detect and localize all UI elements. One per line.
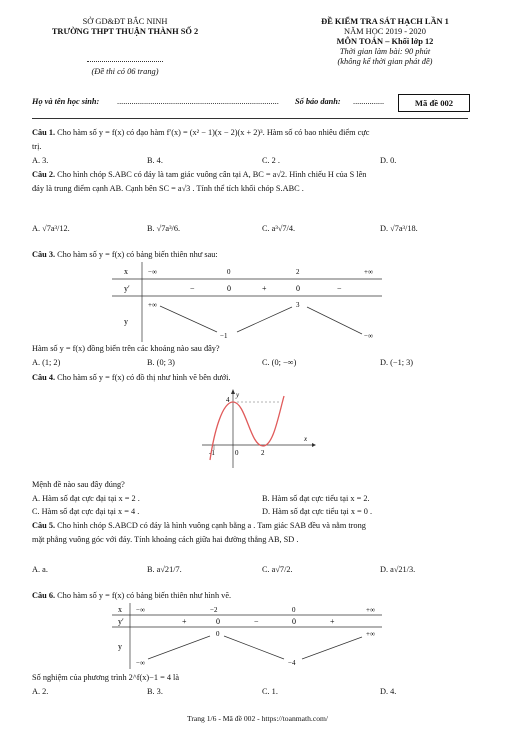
time-note: (không kể thời gian phát đề) <box>337 57 433 66</box>
variation-table-q3 <box>112 262 388 342</box>
q1-label: Câu 1. <box>32 128 56 137</box>
q2-text-a: Cho hình chóp S.ABC có đáy là tam giác vuông cân tại A, BC = a√2. Hình chiếu H của S lên <box>57 170 367 179</box>
t6-y-2: −∞ <box>136 659 145 667</box>
school-year: NĂM HỌC 2019 - 2020 <box>344 27 426 36</box>
q4-text-b: Mệnh đề nào sau đây đúng? <box>32 480 125 489</box>
q1-option-a[interactable]: A. 3. <box>32 156 49 165</box>
t6-x-0: −∞ <box>136 606 145 614</box>
t6-sign-2: − <box>254 617 259 626</box>
q2-option-a[interactable]: A. √7a³/12. <box>32 224 70 233</box>
q3-option-d[interactable]: D. (−1; 3) <box>380 358 414 367</box>
q5-text-b: mặt phẳng vuông góc với đáy. Tính khoảng cách giữa hai đường thẳng AB, SD . <box>32 535 299 544</box>
t6-sign-0: + <box>182 617 187 626</box>
student-name-dots: .............................................................................. <box>117 97 279 106</box>
exam-code-box: Mã đề 002 <box>398 94 470 112</box>
t3-x-label: x <box>124 267 128 276</box>
g4-label-4: 4 <box>226 396 230 404</box>
q1-text-a: Cho hàm số y = f(x) có đạo hàm f′(x) = (x² − 1)(x − 2)(x + 2)³. Hàm số có bao nhiêu điểm cực <box>57 128 370 137</box>
header-rule <box>32 118 468 119</box>
t3-y-3: −∞ <box>364 332 373 340</box>
q3-text-a: Cho hàm số y = f(x) có bảng biến thiên như sau: <box>57 250 218 259</box>
variation-table-q6 <box>112 603 388 669</box>
t3-yp-label: y′ <box>124 284 130 293</box>
t3-sign-0: − <box>190 284 195 293</box>
q3-option-c[interactable]: C. (0; −∞) <box>262 358 297 367</box>
g4-y-axis: y <box>236 391 240 399</box>
q5-option-d[interactable]: D. a√21/3. <box>380 565 416 574</box>
student-id-dots: ............... <box>353 97 385 106</box>
t6-x-1: −2 <box>210 606 218 614</box>
g4-label-neg1: -1 <box>209 449 215 457</box>
q2-label: Câu 2. <box>32 170 56 179</box>
t6-sign-4: + <box>330 617 335 626</box>
t6-x-2: 0 <box>292 606 296 614</box>
exam-title: ĐỀ KIỂM TRA SÁT HẠCH LẦN 1 <box>321 17 449 26</box>
q3-text <box>32 250 218 261</box>
q4-label: Câu 4. <box>32 373 56 382</box>
q6-option-a[interactable]: A. 2. <box>32 687 49 696</box>
t3-sign-3: 0 <box>296 284 300 293</box>
q4-option-b[interactable]: B. Hàm số đạt cực tiểu tại x = 2. <box>262 494 370 503</box>
q6-option-d[interactable]: D. 4. <box>380 687 397 696</box>
dept-name: SỞ GD&ĐT BẮC NINH <box>82 17 168 26</box>
t3-sign-4: − <box>337 284 342 293</box>
g4-curve <box>210 396 284 460</box>
q2-text <box>32 170 366 181</box>
student-id-label: Số báo danh: <box>295 97 341 106</box>
q5-option-b[interactable]: B. a√21/7. <box>147 565 182 574</box>
q1-option-c[interactable]: C. 2 . <box>262 156 280 165</box>
q5-label: Câu 5. <box>32 521 56 530</box>
t6-y-label: y <box>118 642 122 651</box>
q4-text-a: Cho hàm số y = f(x) có đồ thị như hình vẽ bên dưới. <box>57 373 231 382</box>
t3-sign-1: 0 <box>227 284 231 293</box>
q3-option-a[interactable]: A. (1; 2) <box>32 358 61 367</box>
q2-option-c[interactable]: C. a³√7/4. <box>262 224 296 233</box>
q2-text-b: đáy là trung điểm cạnh AB. Cạnh bên SC = a√3 . Tính thể tích khối chóp S.ABC . <box>32 184 304 193</box>
q2-option-b[interactable]: B. √7a³/6. <box>147 224 181 233</box>
g4-x-axis: x <box>304 435 308 443</box>
q3-text-b: Hàm số y = f(x) đồng biến trên các khoảng nào sau đây? <box>32 344 220 353</box>
q2-option-d[interactable]: D. √7a³/18. <box>380 224 418 233</box>
t6-x-3: +∞ <box>366 606 375 614</box>
q5-option-c[interactable]: C. a√7/2. <box>262 565 293 574</box>
student-name-label: Họ và tên học sinh: <box>32 97 100 106</box>
t3-x-0: −∞ <box>148 268 157 276</box>
q6-option-c[interactable]: C. 1. <box>262 687 278 696</box>
t6-y-0: 0 <box>216 630 220 638</box>
page-footer: Trang 1/6 - Mã đề 002 - https://toanmath.com/ <box>186 714 329 723</box>
t6-sign-1: 0 <box>216 617 220 626</box>
t3-y-1: −1 <box>220 332 228 340</box>
q6-option-b[interactable]: B. 3. <box>147 687 163 696</box>
q1-option-b[interactable]: B. 4. <box>147 156 163 165</box>
t6-sign-3: 0 <box>292 617 296 626</box>
school-name: TRƯỜNG THPT THUẬN THÀNH SỐ 2 <box>51 27 199 36</box>
page-count-note: (Đề thi có 06 trang) <box>91 67 159 76</box>
function-graph-q4 <box>200 388 318 470</box>
q4-text <box>32 373 231 384</box>
header-divider-left <box>87 61 163 62</box>
t3-x-2: 2 <box>296 268 300 276</box>
t3-x-3: +∞ <box>364 268 373 276</box>
t3-y-label: y <box>124 317 128 326</box>
q1-text-b: trị. <box>32 142 42 151</box>
g4-label-2: 2 <box>261 449 265 457</box>
t6-y-1: +∞ <box>366 630 375 638</box>
q5-text-a: Cho hình chóp S.ABCD có đáy là hình vuông cạnh bằng a . Tam giác SAB đều và nằm trong <box>57 521 366 530</box>
g4-label-0: 0 <box>235 449 239 457</box>
q5-text <box>32 521 366 532</box>
t6-yp-label: y′ <box>118 617 124 626</box>
q1-text <box>32 128 369 139</box>
q5-option-a[interactable]: A. a. <box>32 565 48 574</box>
t3-x-1: 0 <box>227 268 231 276</box>
t3-sign-2: + <box>262 284 267 293</box>
q6-label: Câu 6. <box>32 591 56 600</box>
q1-option-d[interactable]: D. 0. <box>380 156 397 165</box>
q4-option-a[interactable]: A. Hàm số đạt cực đại tại x = 2 . <box>32 494 140 503</box>
subject: MÔN TOÁN – Khối lớp 12 <box>336 37 434 46</box>
t3-y-0: +∞ <box>148 301 157 309</box>
q4-option-c[interactable]: C. Hàm số đạt cực đại tại x = 4 . <box>32 507 140 516</box>
q6-text-b: Số nghiệm của phương trình 2^f(x)−1 = 4 là <box>32 673 180 682</box>
q4-option-d[interactable]: D. Hàm số đạt cực tiểu tại x = 0 . <box>262 507 373 516</box>
t6-y-3: −4 <box>288 659 296 667</box>
t3-y-2: 3 <box>296 301 300 309</box>
q3-option-b[interactable]: B. (0; 3) <box>147 358 175 367</box>
t6-x-label: x <box>118 605 122 614</box>
q3-label: Câu 3. <box>32 250 56 259</box>
q6-text-a: Cho hàm số y = f(x) có bảng biến thiên như hình vẽ. <box>57 591 232 600</box>
q6-text <box>32 591 231 602</box>
time-limit: Thời gian làm bài: 90 phút <box>339 47 431 56</box>
